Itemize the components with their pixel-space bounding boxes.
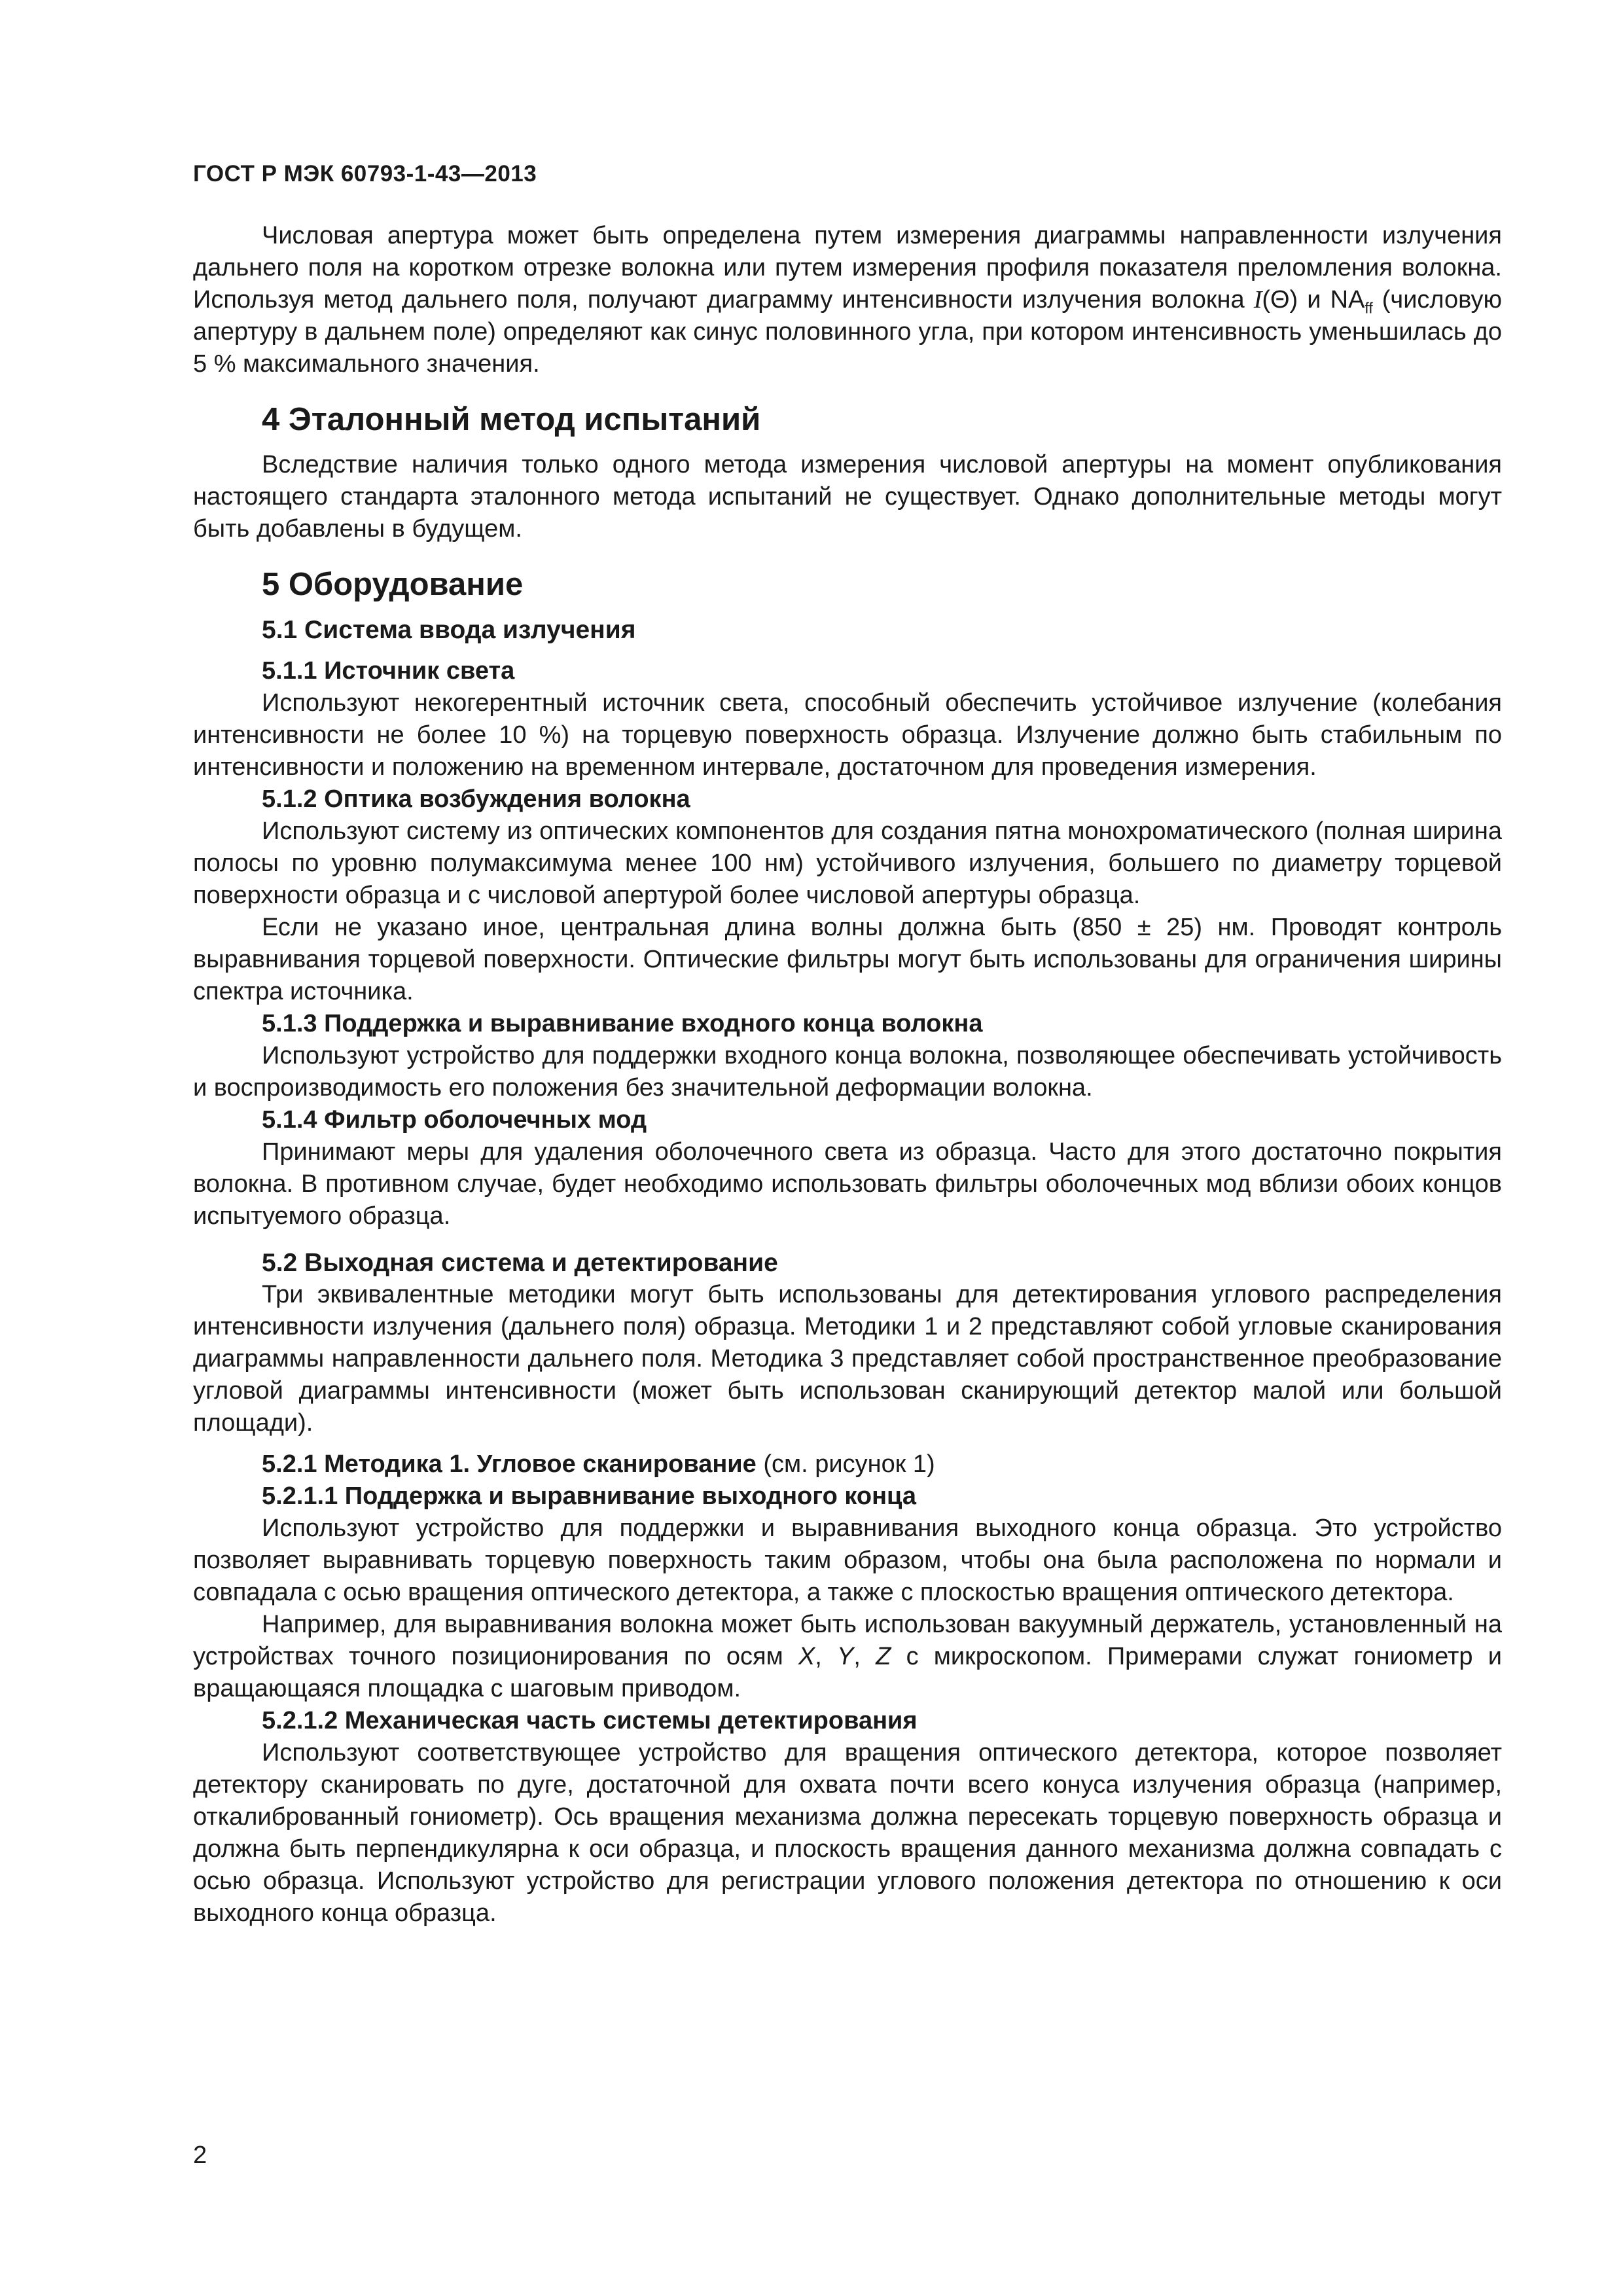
document-code-header: ГОСТ Р МЭК 60793-1-43—2013	[193, 161, 537, 187]
axis-z: Z	[876, 1643, 891, 1670]
formula-intensity: I	[1253, 286, 1262, 314]
na-subscript: ff	[1364, 299, 1373, 317]
section-5-1-2-heading: 5.1.2 Оптика возбуждения волокна	[262, 785, 690, 813]
section-5-2-1-1-heading: 5.2.1.1 Поддержка и выравнивание выходного конца	[262, 1482, 917, 1510]
section-5-2-1-2-heading: 5.2.1.2 Механическая часть системы детектирования	[262, 1707, 918, 1734]
page-content	[193, 220, 1502, 1929]
section-5-2-1-heading: 5.2.1 Методика 1. Угловое сканирование (см. рисунок 1)	[262, 1450, 935, 1478]
section-5-1-3-text: Используют устройство для поддержки входного конца волокна, позволяющее обеспечивать устойчивость и воспроизводимость его положения без значительной деформации волокна.	[193, 1042, 1502, 1102]
section-4-text: Вследствие наличия только одного метода измерения числовой апертуры на момент опубликования настоящего стандарта эталонного метода испытаний не существует. Однако дополнительные методы могут быть добавлены в будущем.	[193, 451, 1502, 543]
section-5-2-heading: 5.2 Выходная система и детектирование	[262, 1249, 778, 1277]
figure-reference: (см. рисунок 1)	[756, 1450, 935, 1478]
section-5-2-1-2-text: Используют соответствующее устройство для вращения оптического детектора, которое позволяет детектору сканировать по дуге, достаточной для охвата почти всего конуса излучения образца (например, откалиброванный гониометр). Ось вращения механизма должна пересекать торцевую поверхность образца и должна быть перпендикулярна к оси образца, и плоскость вращения данного механизма должна совпадать с осью образца. Используют устройство для регистрации углового положения детектора по отношению к оси выходного конца образца.	[193, 1739, 1502, 1927]
axis-x: X	[798, 1643, 815, 1670]
section-5-2-text: Три эквивалентные методики могут быть использованы для детектирования углового распределения интенсивности излучения (дальнего поля) образца. Методики 1 и 2 представляют собой угловые сканирования диаграммы направленности дальнего поля. Методика 3 представляет собой пространственное преобразование угловой диаграммы интенсивности (может быть использован сканирующий детектор малой или большой площади).	[193, 1281, 1502, 1437]
axis-y: Y	[837, 1643, 854, 1670]
section-5-1-heading: 5.1 Система ввода излучения	[262, 616, 636, 644]
section-5-heading: 5 Оборудование	[262, 567, 524, 602]
section-5-1-4-text: Принимают меры для удаления оболочечного света из образца. Часто для этого достаточно покрытия волокна. В противном случае, будет необходимо использовать фильтры оболочечных мод вблизи обоих концов испытуемого образца.	[193, 1138, 1502, 1230]
page-number: 2	[193, 2142, 207, 2169]
section-5-1-4-heading: 5.1.4 Фильтр оболочечных мод	[262, 1106, 647, 1134]
section-4-heading: 4 Эталонный метод испытаний	[262, 402, 761, 437]
section-5-2-1-1-text-1: Используют устройство для поддержки и выравнивания выходного конца образца. Это устройство позволяет выравнивать торцевую поверхность таким образом, чтобы она была расположена по нормали и совпадала с осью вращения оптического детектора, а также с плоскостью вращения оптического детектора.	[193, 1515, 1502, 1606]
formula-argument: (Θ)	[1262, 286, 1298, 314]
section-5-1-2-text-2: Если не указано иное, центральная длина волны должна быть (850 ± 25) нм. Проводят контроль выравнивания торцевой поверхности. Оптические фильтры могут быть использованы для ограничения ширины спектра источника.	[193, 914, 1502, 1005]
section-5-1-1-text: Используют некогерентный источник света, способный обеспечить устойчивое излучение (колебания интенсивности не более 10 %) на торцевую поверхность образца. Излучение должно быть стабильным по интенсивности и положению на временном интервале, достаточном для проведения измерения.	[193, 689, 1502, 781]
section-5-2-1-1-text-2: Например, для выравнивания волокна может быть использован вакуумный держатель, установленный на устройствах точного позиционирования по осям X, Y, Z с микроскопом. Примерами служат гониометр и вращающаяся площадка с шаговым приводом.	[193, 1611, 1502, 1702]
section-5-1-1-heading: 5.1.1 Источник света	[262, 657, 515, 685]
section-5-1-2-text-1: Используют систему из оптических компонентов для создания пятна монохроматического (полная ширина полосы по уровню полумаксимума менее 100 нм) устойчивого излучения, большего по диаметру торцевой поверхности образца и с числовой апертурой более числовой апертуры образца.	[193, 817, 1502, 909]
section-5-1-3-heading: 5.1.3 Поддержка и выравнивание входного конца волокна	[262, 1010, 983, 1037]
intro-paragraph: Числовая апертура может быть определена путем измерения диаграммы направленности излучения дальнего поля на коротком отрезке волокна или путем измерения профиля показателя преломления волокна. Используя метод дальнего поля, получают диаграмму интенсивности излучения волокна I(Θ) и $NA_{ff}$ (числовую апертуру в дальнем поле) определяют как синус половинного угла, при котором интенсивность уменьшилась до 5 % максимального значения.	[193, 222, 1503, 378]
na-symbol: NA	[1330, 286, 1365, 314]
